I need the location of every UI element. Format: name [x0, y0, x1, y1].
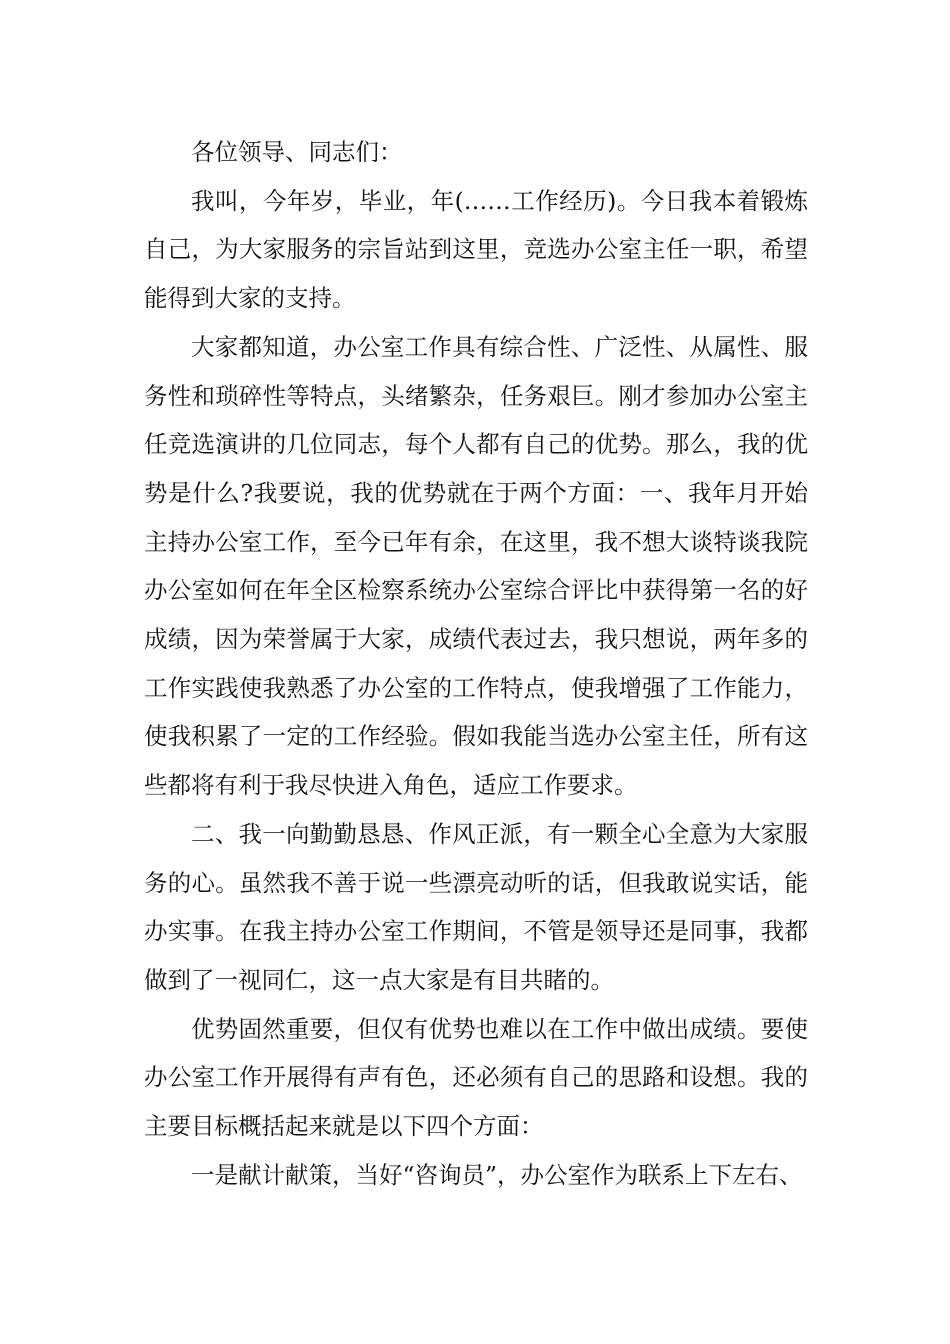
document-body — [144, 128, 808, 1199]
goals-intro-paragraph: 优势固然重要，但仅有优势也难以在工作中做出成绩。要使办公室工作开展得有声有色，还必须有自己的思路和设想。我的主要目标概括起来就是以下四个方面： — [144, 1014, 808, 1141]
advantage-two-paragraph: 二、我一向勤勤恳恳、作风正派，有一颗全心全意为大家服务的心。虽然我不善于说一些漂亮动听的话，但我敢说实话，能办实事。在我主持办公室工作期间，不管是领导还是同事，我都做到了一视同仁，这一点大家是有目共睹的。 — [144, 819, 808, 994]
goal-one-paragraph: 一是献计献策，当好“咨询员”，办公室作为联系上下左右、 — [191, 1160, 803, 1189]
introduction-paragraph: 我叫，今年岁，毕业，年(……工作经历)。今日我本着锻炼自己，为大家服务的宗旨站到这里，竞选办公室主任一职，希望能得到大家的支持。 — [144, 186, 808, 313]
salutation-paragraph: 各位领导、同志们： — [191, 138, 403, 166]
advantage-one-paragraph: 大家都知道，办公室工作具有综合性、广泛性、从属性、服务性和琐碎性等特点，头绪繁杂，任务艰巨。刚才参加办公室主任竞选演讲的几位同志，每个人都有自己的优势。那么，我的优势是什么?我要说，我的优势就在于两个方面：一、我年月开始主持办公室工作，至今已年有余，在这里，我不想大谈特谈我院办公室如何在年全区检察系统办公室综合评比中获得第一名的好成绩，因为荣誉属于大家，成绩代表过去，我只想说，两年多的工作实践使我熟悉了办公室的工作特点，使我增强了工作能力，使我积累了一定的工作经验。假如我能当选办公室主任，所有这些都将有利于我尽快进入角色，适应工作要求。 — [144, 332, 808, 800]
